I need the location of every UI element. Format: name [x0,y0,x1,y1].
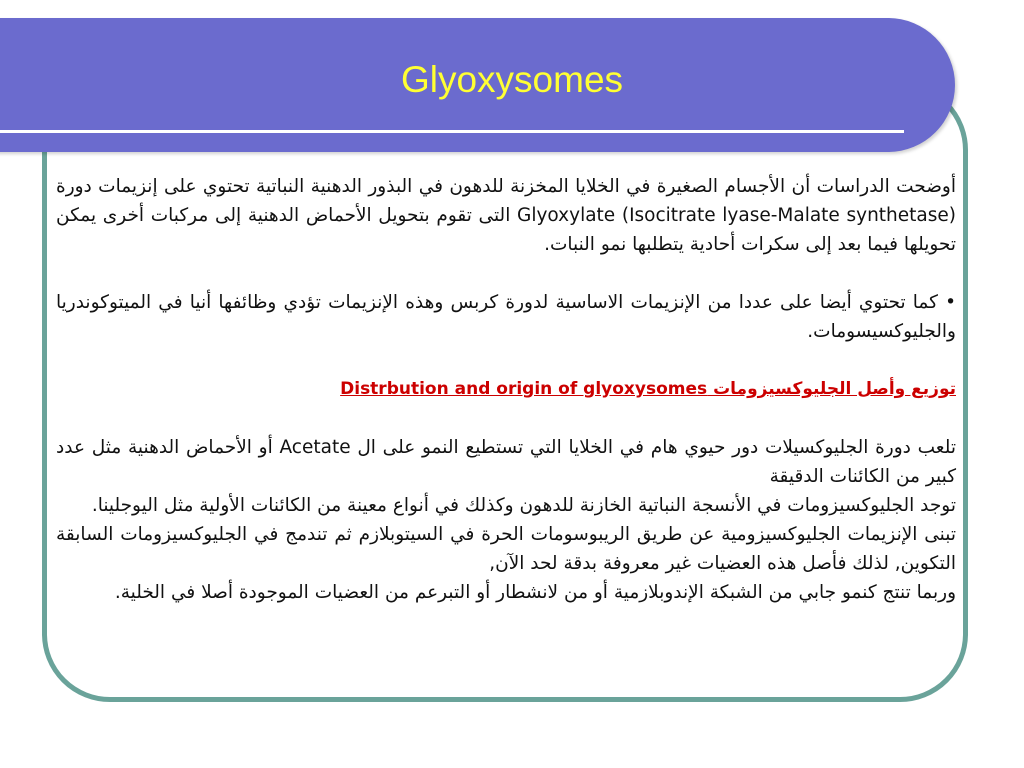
paragraph-budding: وربما تنتج كنمو جابي من الشبكة الإندوبلازمية أو من لانشطار أو التبرعم من العضيات الموجودة أصلا في الخلية. [114,582,956,603]
slide-body [56,172,956,607]
spacer [56,259,956,288]
slide-title: Glyoxysomes [400,59,624,100]
paragraph-origin: تبنى الإنزيمات الجليوكسيزومية عن طريق الريبوسومات الحرة في السيتوبلازم ثم تندمج في الجليوكسيزومات السابقة التكوين, لذلك فأصل هذه العضيات غير معروفة بدقة لحد الآن, [56,524,956,574]
spacer [56,346,956,375]
paragraph-intro: أوضحت الدراسات أن الأجسام الصغيرة في الخلايا المخزنة للدهون في البذور الدهنية النباتية تحتوي على إنزيمات دورة Glyoxylate (Isocitrate lyase-Malate synthetase) التى تقوم بتحويل الأحماض الدهنية إلى مركبات أخرى يمكن تحويلها فيما بعد إلى سكرات أحادية يتطلبها نمو النبات. [56,176,956,255]
section-heading: توزيع وأصل الجليوكسيزومات Distrbution and origin of glyoxysomes [340,379,956,399]
paragraph-krebs-enzymes: • كما تحتوي أيضا على عددا من الإنزيمات الاساسية لدورة كربس وهذه الإنزيمات تؤدي وظائفها أنيا في الميتوكوندريا والجليوكسيسومات. [56,292,956,342]
spacer [56,404,956,433]
title-underline [0,130,904,133]
paragraph-glyoxylate-cycle: تلعب دورة الجليوكسيلات دور حيوي هام في الخلايا التي تستطيع النمو على ال Acetate أو الأحماض الدهنية مثل عدد كبير من الكائنات الدقيقة [56,437,957,487]
paragraph-distribution: توجد الجليوكسيزومات في الأنسجة النباتية الخازنة للدهون وكذلك في أنواع معينة من الكائنات الأولية مثل اليوجلينا. [91,495,956,516]
